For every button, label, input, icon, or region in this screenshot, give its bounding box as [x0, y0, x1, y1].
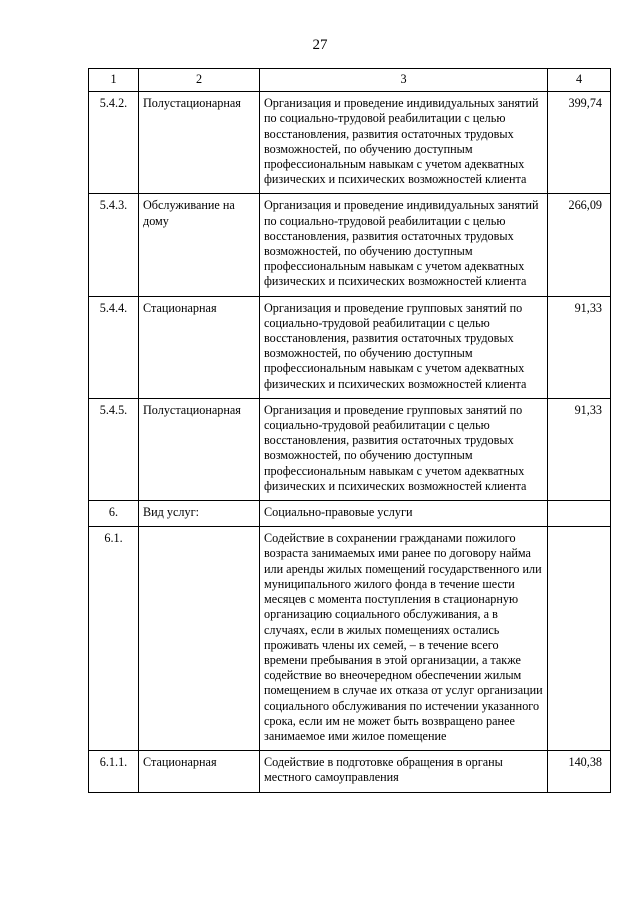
row-price: 140,38	[548, 751, 611, 792]
row-price: 266,09	[548, 194, 611, 296]
row-form: Полустационарная	[139, 398, 260, 500]
row-form: Стационарная	[139, 296, 260, 398]
table-row	[89, 751, 611, 792]
row-price: 91,33	[548, 398, 611, 500]
row-number: 5.4.4.	[89, 296, 139, 398]
row-number: 6.	[89, 501, 139, 527]
table-row	[89, 501, 611, 527]
row-price: 91,33	[548, 296, 611, 398]
row-description: Содействие в сохранении гражданами пожилого возраста занимаемых ими ранее по договору найма или аренды жилых помещений государственного или муниципального жилого фонда в течение шести месяцев с момента поступления в стационарную организацию социального обслуживания, а в случаях, если в жилых помещениях остались проживать члены их семей, – в течение всего времени пребывания в этой организации, а также содействие во внеочередном обеспечении жилым помещением в случае их отказа от услуг организации социального обслуживания по истечении указанного срока, если им не может быть возвращено ранее занимаемое ими жилое помещение	[260, 527, 548, 751]
table-row	[89, 527, 611, 751]
services-table	[88, 68, 611, 793]
table-row	[89, 92, 611, 194]
row-description: Содействие в подготовке обращения в органы местного самоуправления	[260, 751, 548, 792]
row-form	[139, 527, 260, 751]
header-cell-price: 4	[548, 69, 611, 92]
row-description: Организация и проведение групповых занятий по социально-трудовой реабилитации с целью восстановления, развития остаточных трудовых возможностей, по обучению доступным профессиональным навыкам с учетом адекватных физических и психических возможностей клиента	[260, 296, 548, 398]
table-row	[89, 194, 611, 296]
row-number: 5.4.2.	[89, 92, 139, 194]
table-row	[89, 398, 611, 500]
row-number: 5.4.5.	[89, 398, 139, 500]
row-form: Полустационарная	[139, 92, 260, 194]
header-cell-number: 1	[89, 69, 139, 92]
row-form: Вид услуг:	[139, 501, 260, 527]
page-number: 27	[312, 37, 328, 53]
row-description: Организация и проведение индивидуальных занятий по социально-трудовой реабилитации с целью восстановления, развития остаточных трудовых возможностей, по обучению доступным профессиональным навыкам с учетом адекватных физических и психических возможностей клиента	[260, 194, 548, 296]
header-cell-form: 2	[139, 69, 260, 92]
row-number: 6.1.	[89, 527, 139, 751]
table-row	[89, 296, 611, 398]
row-price	[548, 527, 611, 751]
row-description: Организация и проведение индивидуальных занятий по социально-трудовой реабилитации с целью восстановления, развития остаточных трудовых возможностей, по обучению доступным профессиональным навыкам с учетом адекватных физических и психических возможностей клиента	[260, 92, 548, 194]
row-form: Стационарная	[139, 751, 260, 792]
row-price: 399,74	[548, 92, 611, 194]
header-cell-description: 3	[260, 69, 548, 92]
row-number: 5.4.3.	[89, 194, 139, 296]
row-number: 6.1.1.	[89, 751, 139, 792]
row-description: Организация и проведение групповых занятий по социально-трудовой реабилитации с целью восстановления, развития остаточных трудовых возможностей, по обучению доступным профессиональным навыкам с учетом адекватных физических и психических возможностей клиента	[260, 398, 548, 500]
row-description: Социально-правовые услуги	[260, 501, 548, 527]
row-form: Обслуживание на дому	[139, 194, 260, 296]
table-header-row	[89, 69, 611, 92]
row-price	[548, 501, 611, 527]
